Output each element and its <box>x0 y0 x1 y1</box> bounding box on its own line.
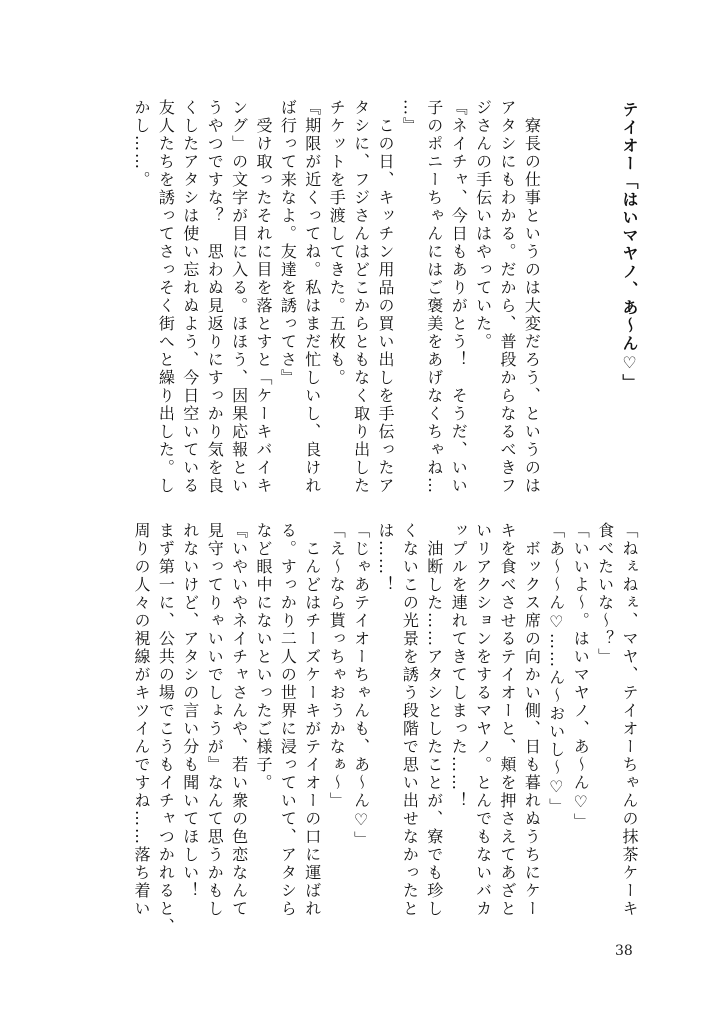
text-column: この日、キッチン用品の買い出しを手伝ったア <box>376 99 395 495</box>
text-column: 「じゃあテイオーちゃんも、あ〜ん♡」 <box>351 522 371 849</box>
text-column: 食べたいな〜？」 <box>595 522 615 666</box>
text-column: ば行って来なよ。友達を誘ってさ』 <box>278 99 298 387</box>
text-column: …』 <box>400 99 420 135</box>
text-column: うやつですな？ 思わぬ見返りにすっかり気を良 <box>205 99 225 495</box>
text-column: ップルを連れてきてしまった……！ <box>449 522 469 810</box>
text-column: 受け取ったそれに目を落とすと「ケーキバイキ <box>254 99 273 495</box>
text-column: ジさんの手伝いはやっていた。 <box>473 99 493 351</box>
chapter-title: テイオー「はいマヤノ、あ〜ん♡」 <box>620 101 639 392</box>
text-column: 「え〜なら貰っちゃおうかなぁ〜」 <box>327 522 347 810</box>
text-column: れないけど、アタシの言い分も聞いてほしい！ <box>180 522 200 900</box>
upper-text-section <box>0 99 721 519</box>
text-column: 見守ってりゃいいでしょうが』なんて思うかもし <box>205 522 225 918</box>
text-column: まず第一に、公共の場でこうもイチャつかれると、 <box>156 522 176 936</box>
text-column: る。すっかり二人の世界に浸っていて、アタシら <box>278 522 298 918</box>
text-column: 友人たちを誘ってさっそく街へと繰り出した。し <box>156 99 176 495</box>
page-number: 38 <box>615 943 633 959</box>
text-column: 『ネイチャ、今日もありがとう！ そうだ、いい <box>449 99 469 495</box>
text-column: など眼中にないといったご様子。 <box>254 522 273 792</box>
text-column: くないこの光景を誘う段階で思い出せなかったと <box>400 522 420 918</box>
text-column: ボックス席の向かい側、日も暮れぬうちにケー <box>522 522 542 918</box>
text-column: 「ねぇねぇ、マヤ、テイオーちゃんの抹茶ケーキ <box>620 522 639 918</box>
text-column: かし……。 <box>132 99 151 189</box>
text-column: いリアクションをするマヤノ。とんでもないバカ <box>473 522 493 918</box>
text-column: 『いやいやネイチャさんや、若い衆の色恋なんて <box>229 522 249 918</box>
text-column: 「あ〜〜ん♡……ん〜おいし〜♡」 <box>546 522 566 816</box>
text-column: 油断した……アタシとしたことが、寮でも珍し <box>424 522 444 918</box>
text-column: 「いいよ〜。はいマヤノ、あ〜ん♡」 <box>571 522 591 831</box>
text-column: 寮長の仕事というのは大変だろう、というのは <box>522 99 542 495</box>
text-column: ング」の文字が目に入る。ほほう、因果応報とい <box>229 99 249 495</box>
text-column: アタシにもわかる。だから、普段からなるべきフ <box>498 99 517 495</box>
text-column: は……！ <box>376 522 395 594</box>
text-column: タシに、フジさんはどこからともなく取り出した <box>351 99 371 495</box>
text-column: チケットを手渡してきた。五枚も。 <box>327 99 347 387</box>
text-column: 周りの人々の視線がキツイんですね……落ち着い <box>132 522 151 918</box>
text-column: 子のポニーちゃんにはご褒美をあげなくちゃね… <box>424 99 444 495</box>
lower-text-section <box>0 522 721 942</box>
text-column: こんどはチーズケーキがテイオーの口に運ばれ <box>302 522 322 918</box>
text-column: 『期限が近くってね。私はまだ忙しいし、良けれ <box>302 99 322 495</box>
text-column: くしたアタシは使い忘れぬよう、今日空いている <box>180 99 200 495</box>
text-column: キを食べさせるテイオーと、頬を押さえてあざと <box>498 522 517 918</box>
